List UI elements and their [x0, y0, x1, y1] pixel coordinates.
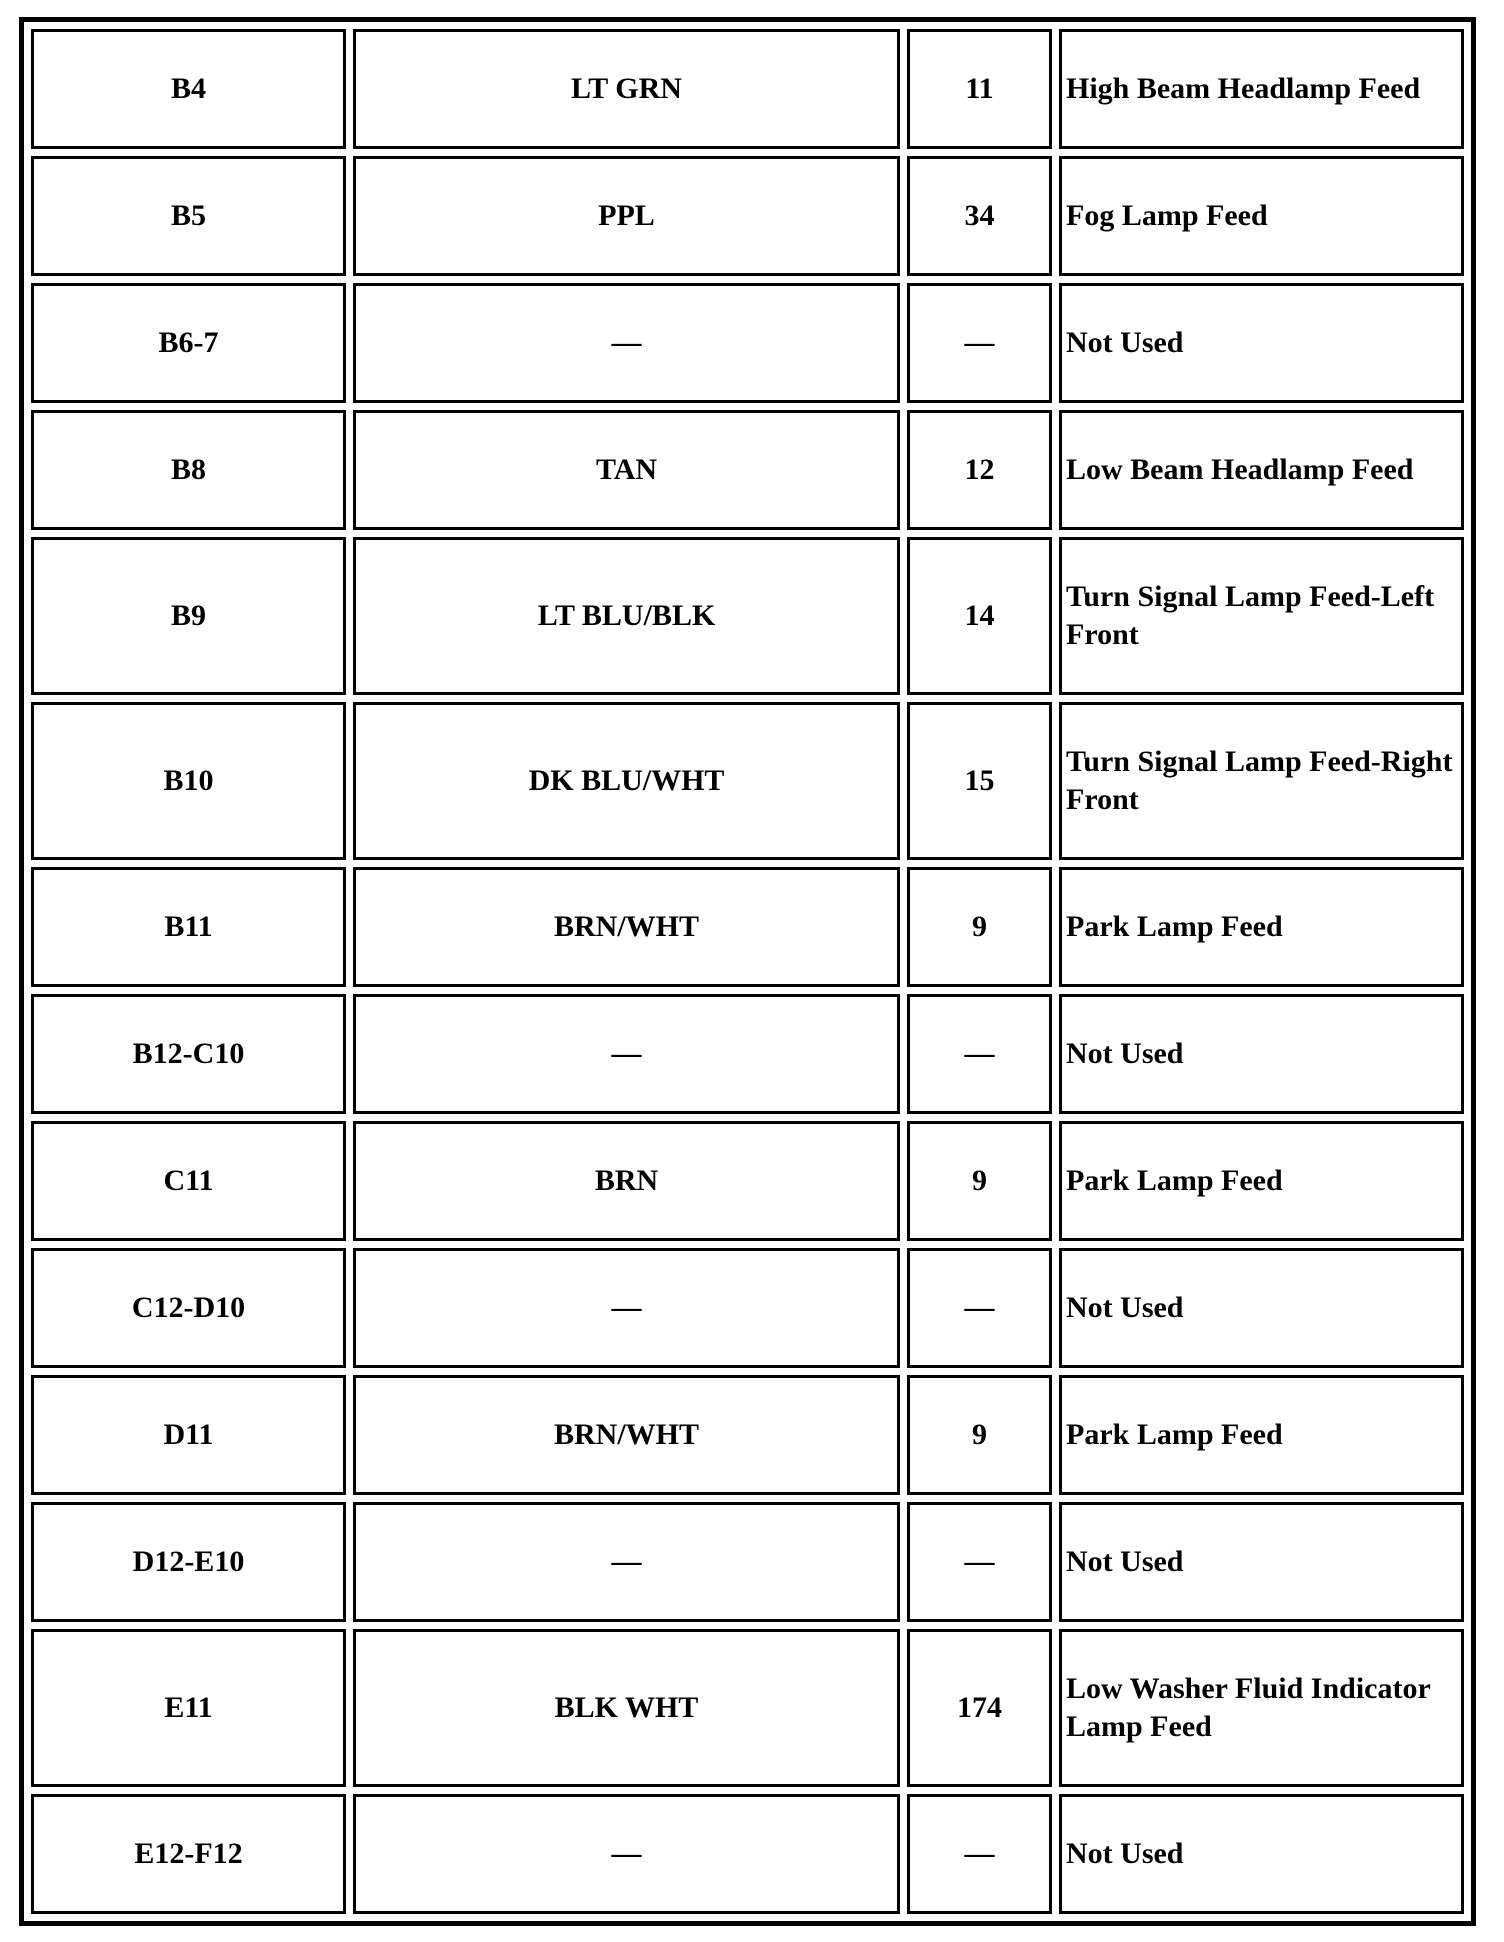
circuit-cell: — [907, 1248, 1052, 1368]
wire-color-cell: BRN [353, 1121, 900, 1241]
wire-color-cell: — [353, 994, 900, 1114]
circuit-cell: — [907, 1794, 1052, 1914]
pin-cell: E11 [31, 1629, 346, 1787]
circuit-cell: — [907, 994, 1052, 1114]
function-cell: Park Lamp Feed [1059, 867, 1464, 987]
table-row [31, 1794, 1464, 1914]
circuit-cell: 15 [907, 702, 1052, 860]
wire-color-cell: BRN/WHT [353, 867, 900, 987]
function-cell: High Beam Headlamp Feed [1059, 29, 1464, 149]
wire-color-cell: — [353, 283, 900, 403]
wire-color-cell: DK BLU/WHT [353, 702, 900, 860]
circuit-cell: 34 [907, 156, 1052, 276]
table-row [31, 1121, 1464, 1241]
circuit-cell: 11 [907, 29, 1052, 149]
pin-cell: B5 [31, 156, 346, 276]
pin-cell: D12-E10 [31, 1502, 346, 1622]
pin-cell: E12-F12 [31, 1794, 346, 1914]
pin-cell: D11 [31, 1375, 346, 1495]
wire-color-cell: — [353, 1248, 900, 1368]
pin-cell: C12-D10 [31, 1248, 346, 1368]
function-cell: Park Lamp Feed [1059, 1121, 1464, 1241]
circuit-cell: 9 [907, 1375, 1052, 1495]
table-row [31, 1375, 1464, 1495]
function-cell: Not Used [1059, 1502, 1464, 1622]
circuit-cell: — [907, 1502, 1052, 1622]
pin-cell: B11 [31, 867, 346, 987]
function-cell: Low Washer Fluid Indicator Lamp Feed [1059, 1629, 1464, 1787]
table-row [31, 1248, 1464, 1368]
pin-cell: B10 [31, 702, 346, 860]
connector-pinout-table [19, 17, 1476, 1926]
function-cell: Park Lamp Feed [1059, 1375, 1464, 1495]
circuit-cell: — [907, 283, 1052, 403]
function-cell: Turn Signal Lamp Feed-Left Front [1059, 537, 1464, 695]
circuit-cell: 9 [907, 1121, 1052, 1241]
pin-cell: B8 [31, 410, 346, 530]
table-row [31, 994, 1464, 1114]
table-row [31, 156, 1464, 276]
wire-color-cell: — [353, 1502, 900, 1622]
wire-color-cell: BLK WHT [353, 1629, 900, 1787]
table-row [31, 283, 1464, 403]
table-row [31, 29, 1464, 149]
circuit-cell: 12 [907, 410, 1052, 530]
function-cell: Turn Signal Lamp Feed-Right Front [1059, 702, 1464, 860]
pin-cell: B4 [31, 29, 346, 149]
table-row [31, 702, 1464, 860]
circuit-cell: 174 [907, 1629, 1052, 1787]
wire-color-cell: — [353, 1794, 900, 1914]
function-cell: Not Used [1059, 1248, 1464, 1368]
pin-cell: B12-C10 [31, 994, 346, 1114]
table-row [31, 537, 1464, 695]
function-cell: Fog Lamp Feed [1059, 156, 1464, 276]
pinout-table [24, 22, 1471, 1921]
function-cell: Not Used [1059, 994, 1464, 1114]
table-row [31, 410, 1464, 530]
pin-cell: C11 [31, 1121, 346, 1241]
wire-color-cell: BRN/WHT [353, 1375, 900, 1495]
wire-color-cell: LT GRN [353, 29, 900, 149]
table-row [31, 1629, 1464, 1787]
table-row [31, 1502, 1464, 1622]
wire-color-cell: LT BLU/BLK [353, 537, 900, 695]
table-row [31, 867, 1464, 987]
circuit-cell: 14 [907, 537, 1052, 695]
function-cell: Not Used [1059, 283, 1464, 403]
wire-color-cell: TAN [353, 410, 900, 530]
wire-color-cell: PPL [353, 156, 900, 276]
pin-cell: B6-7 [31, 283, 346, 403]
function-cell: Low Beam Headlamp Feed [1059, 410, 1464, 530]
pin-cell: B9 [31, 537, 346, 695]
function-cell: Not Used [1059, 1794, 1464, 1914]
circuit-cell: 9 [907, 867, 1052, 987]
